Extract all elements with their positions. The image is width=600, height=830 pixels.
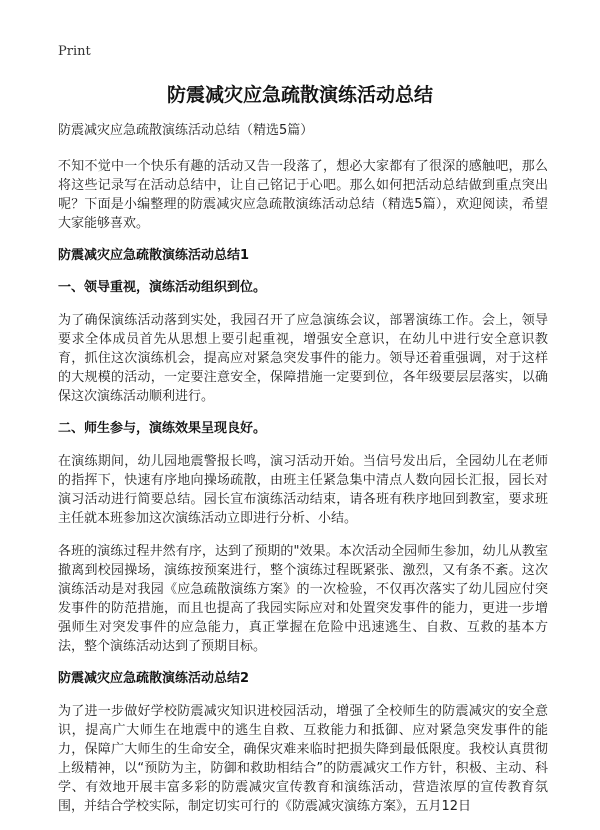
page-title: 防震减灾应急疏散演练活动总结 (166, 84, 433, 106)
article-subtitle: 防震减灾应急疏散演练活动总结（精选5篇） (58, 123, 314, 138)
section-1-subheading-1: 一、领导重视，演练活动组织到位。 (58, 280, 267, 295)
section-2-paragraph-1: 为了进一步做好学校防震减灾知识进校园活动，增强了全校师生的防震减灾的安全意识，提高广大师生在地震中的逃生自救、互救能力和抵御、应对紧急突发事件的能力，保障广大师生的生命安全，确保灾难来临时把损失降到最低限度。我校认真贯彻上级精神，以“预防为主，防御和救助相结合”的防震减灾工作方针，积极、主动、科学、有效地开展丰富多彩的防震减灾宣传教育和演练活动，营造浓厚的宣传教育氛围，并结合学校实际，制定切实可行的《防震减灾演练方案》，五月12日 (58, 704, 548, 814)
section-1-heading: 防震减灾应急疏散演练活动总结1 (58, 248, 250, 263)
section-1-paragraph-3: 各班的演练过程井然有序，达到了预期的"效果。本次活动全园师生参加，幼儿从教室撤离到校园操场，演练按预案进行，整个演练过程既紧张、激烈，又有条不紊。这次演练活动是对我园《应急疏散演练方案》的一次检验，不仅再次落实了幼儿园应付突发事件的防范措施，而且也提高了我园实际应对和处置突发事件的能力，更进一步增强师生对突发事件的应急能力，真正掌握在危险中迅速逃生、自救、互救的基本方法，整个演练活动达到了预期目标。 (58, 544, 548, 654)
print-link[interactable]: Print (58, 44, 91, 59)
section-1-subheading-2: 二、师生参与，演练效果呈现良好。 (58, 421, 267, 436)
section-2-heading: 防震减灾应急疏散演练活动总结2 (58, 671, 250, 686)
section-1-paragraph-2: 在演练期间，幼儿园地震警报长鸣，演习活动开始。当信号发出后，全园幼儿在老师的指挥下，快速有序地向操场疏散，由班主任紧急集中清点人数向园长汇报，园长对演习活动进行简要总结。园长宣布演练活动结束，请各班有秩序地回到教室，要求班主任就本班参加这次演练活动立即进行分析、小结。 (58, 454, 548, 526)
section-1-paragraph-1: 为了确保演练活动落到实处，我园召开了应急演练会议，部署演练工作。会上，领导要求全体成员首先从思想上要引起重视，增强安全意识，在幼儿中进行安全意识教育，抓住这次演练机会，提高应对紧急突发事件的能力。领导还着重强调，对于这样的大规模的活动，一定要注意安全，保障措施一定要到位，各年级要层层落实，以确保这次演练活动顺利进行。 (58, 313, 548, 404)
article-body (58, 122, 548, 830)
intro-paragraph: 不知不觉中一个快乐有趣的活动又告一段落了，想必大家都有了很深的感触吧，那么将这些记录写在活动总结中，让自己铭记于心吧。那么如何把活动总结做到重点突出呢？下面是小编整理的防震减灾应急疏散演练活动总结（精选5篇），欢迎阅读，希望大家能够喜欢。 (58, 159, 548, 231)
